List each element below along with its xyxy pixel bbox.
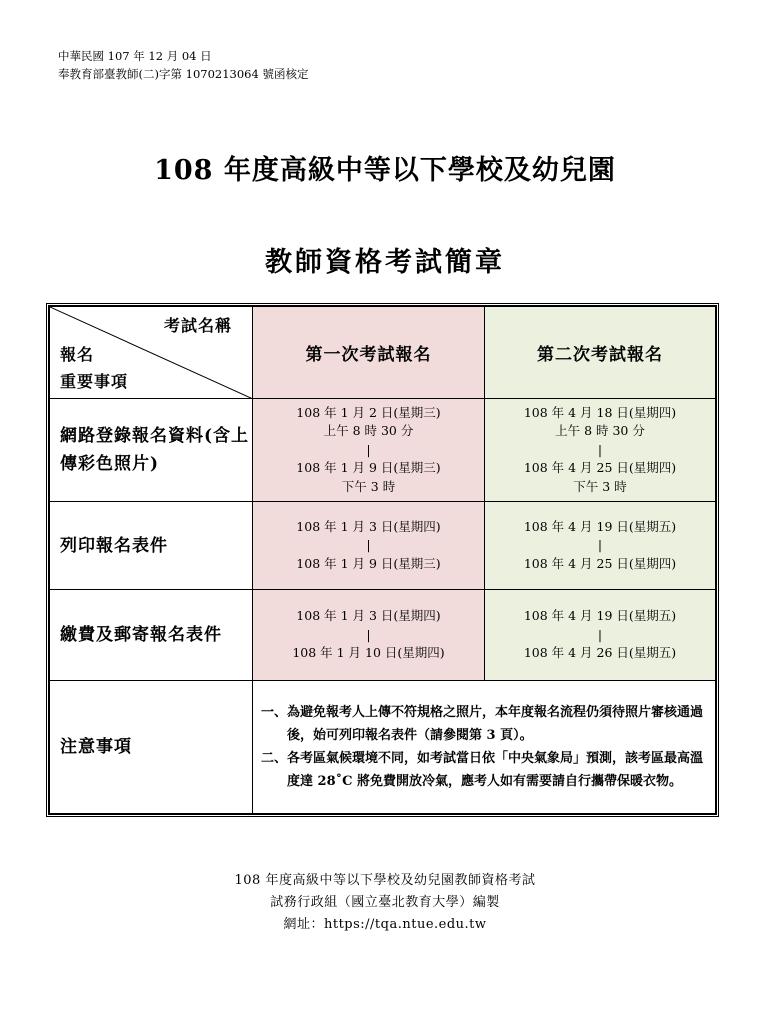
document-title: 108 年度高級中等以下學校及幼兒園 bbox=[154, 155, 616, 186]
note-item: 二、 各考區氣候環境不同，如考試當日依「中央氣象局」預測，該考區最高溫度達 28˚C 將免費開放冷氣，應考人如有需要請自行攜帶保暖衣物。 bbox=[261, 751, 704, 789]
notes-cell bbox=[253, 681, 716, 814]
footer-website[interactable]: 網址：https://tqa.ntue.edu.tw bbox=[283, 917, 487, 932]
corner-label-exam: 考試名稱 bbox=[163, 316, 232, 335]
table-row bbox=[50, 681, 716, 814]
table-row bbox=[50, 502, 716, 590]
first-round-dates: 108 年 1 月 2 日(星期三) 上午 8 時 30 分 | 108 年 1 月 9 日(星期三) 下午 3 時 bbox=[253, 399, 485, 502]
column-header-second: 第二次考試報名 bbox=[485, 307, 716, 399]
second-round-dates: 108 年 4 月 19 日(星期五) | 108 年 4 月 26 日(星期五) bbox=[485, 590, 716, 681]
row-label-payment-mailing: 繳費及郵寄報名表件 bbox=[50, 590, 253, 681]
row-label-notes: 注意事項 bbox=[50, 681, 253, 814]
row-label-online-registration: 網路登錄報名資料(含上傳彩色照片) bbox=[50, 399, 253, 502]
approval-reference: 奉教育部臺教師(二)字第 1070213064 號函核定 bbox=[58, 67, 309, 81]
second-round-dates: 108 年 4 月 19 日(星期五) | 108 年 4 月 25 日(星期四) bbox=[485, 502, 716, 590]
footer-publisher: 試務行政組（國立臺北教育大學）編製 bbox=[270, 895, 500, 910]
document-meta bbox=[58, 47, 308, 83]
first-round-dates: 108 年 1 月 3 日(星期四) | 108 年 1 月 10 日(星期四) bbox=[253, 590, 485, 681]
corner-header-cell bbox=[50, 307, 253, 399]
second-round-dates: 108 年 4 月 18 日(星期四) 上午 8 時 30 分 | 108 年 4 月 25 日(星期四) 下午 3 時 bbox=[485, 399, 716, 502]
corner-label-items: 報名 重要事項 bbox=[60, 345, 129, 391]
table-row bbox=[50, 590, 716, 681]
document-footer bbox=[0, 870, 770, 936]
note-item: 一、 為避免報考人上傳不符規格之照片，本年度報名流程仍須待照片審核通過後，始可列印報名表件（請參閱第 3 頁）。 bbox=[261, 705, 704, 743]
approval-date: 中華民國 107 年 12 月 04 日 bbox=[58, 49, 212, 63]
table-header-row bbox=[50, 307, 716, 399]
footer-exam-name: 108 年度高級中等以下學校及幼兒園教師資格考試 bbox=[234, 873, 536, 888]
document-subtitle: 教師資格考試簡章 bbox=[265, 247, 505, 278]
schedule-table bbox=[46, 303, 719, 817]
row-label-print-forms: 列印報名表件 bbox=[50, 502, 253, 590]
table-row bbox=[50, 399, 716, 502]
column-header-first: 第一次考試報名 bbox=[253, 307, 485, 399]
first-round-dates: 108 年 1 月 3 日(星期四) | 108 年 1 月 9 日(星期三) bbox=[253, 502, 485, 590]
